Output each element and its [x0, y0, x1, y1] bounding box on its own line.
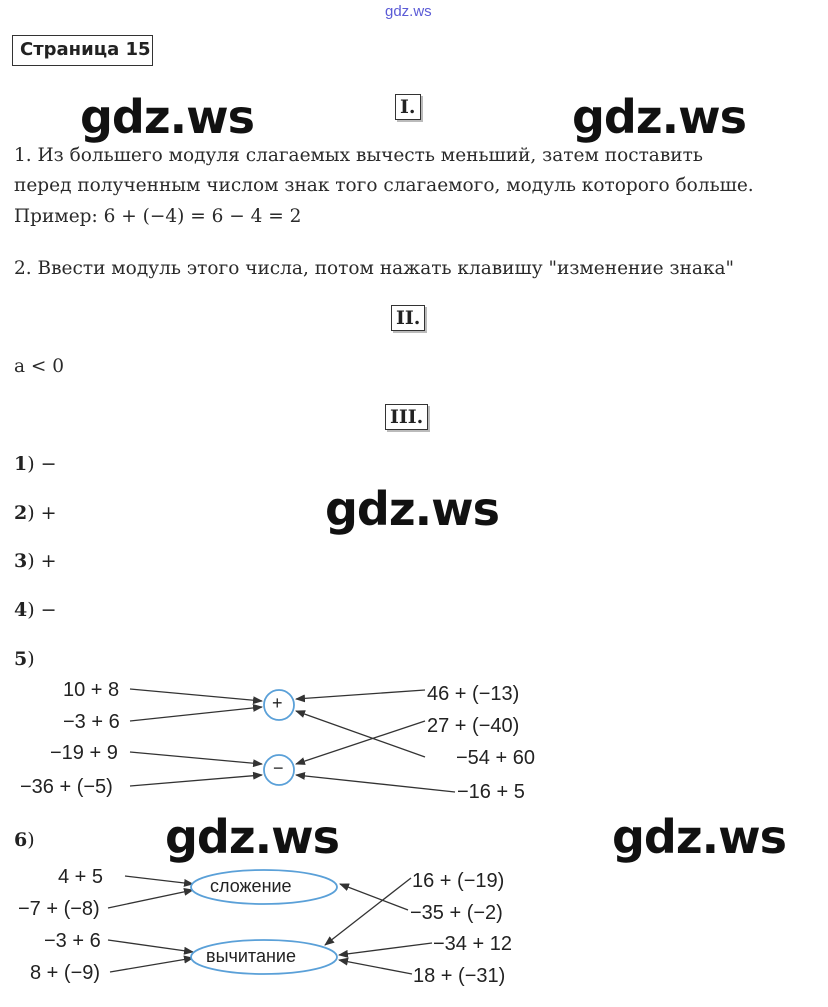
fig5-left-expression: 10 + 8	[63, 679, 120, 701]
item-answer: )	[27, 648, 35, 670]
fig6-left-expression: 8 + (−9)	[30, 962, 101, 984]
site-link[interactable]: gdz.ws	[385, 3, 432, 20]
item-number: 2	[14, 502, 28, 524]
fig5-right-expression: −54 + 60	[456, 747, 535, 769]
watermark: gdz.ws	[612, 810, 786, 864]
fig5-right-expression: −16 + 5	[457, 781, 525, 803]
watermark: gdz.ws	[325, 482, 499, 536]
fig6-right-expression: 16 + (−19)	[412, 870, 505, 892]
watermark: gdz.ws	[165, 810, 339, 864]
fig6-left-expression: −7 + (−8)	[18, 898, 100, 920]
addition-label: сложение	[210, 876, 292, 896]
plus-sign: +	[272, 693, 283, 713]
minus-sign: −	[273, 758, 284, 778]
fig5-left-expression: −36 + (−5)	[20, 776, 113, 798]
watermark: gdz.ws	[572, 90, 746, 144]
item-number: 4	[14, 599, 28, 621]
answer-inequality: a < 0	[14, 356, 65, 377]
fig6-right-expression: −35 + (−2)	[410, 902, 503, 924]
subtraction-label: вычитание	[206, 946, 296, 966]
section-numeral-2: II.	[391, 305, 425, 331]
fig6-right-expression: −34 + 12	[433, 933, 512, 955]
fig6-right-expression: 18 + (−31)	[413, 965, 506, 987]
item-number: 1	[14, 453, 28, 475]
item-answer: ) +	[27, 550, 57, 572]
answer-paragraph-2: 2. Ввести модуль этого числа, потом нажать клавишу "изменение знака"	[14, 258, 735, 279]
answer-paragraph-1-line-1: 1. Из большего модуля слагаемых вычесть меньший, затем поставить	[14, 145, 703, 166]
item-number: 3	[14, 550, 28, 572]
answer-paragraph-1-line-2: перед полученным числом знак того слагаемого, модуль которого больше.	[14, 175, 754, 196]
fig5-left-expression: −19 + 9	[50, 742, 118, 764]
fig5-left-expression: −3 + 6	[63, 711, 120, 733]
answer-paragraph-1-line-3: Пример: 6 + (−4) = 6 − 4 = 2	[14, 206, 302, 227]
item-answer: ) −	[27, 599, 57, 621]
section-numeral-3: III.	[385, 404, 428, 430]
page-label: Страница 15	[12, 35, 153, 66]
fig5-right-expression: 27 + (−40)	[427, 715, 520, 737]
watermark: gdz.ws	[80, 90, 254, 144]
fig6-left-expression: 4 + 5	[58, 866, 104, 888]
item-answer: )	[27, 829, 35, 851]
item-answer: ) +	[27, 502, 57, 524]
fig5-right-expression: 46 + (−13)	[427, 683, 520, 705]
item-number: 6	[14, 829, 28, 851]
fig6-left-expression: −3 + 6	[44, 930, 101, 952]
item-answer: ) −	[27, 453, 57, 475]
item-number: 5	[14, 648, 28, 670]
section-numeral-1: I.	[395, 94, 421, 120]
